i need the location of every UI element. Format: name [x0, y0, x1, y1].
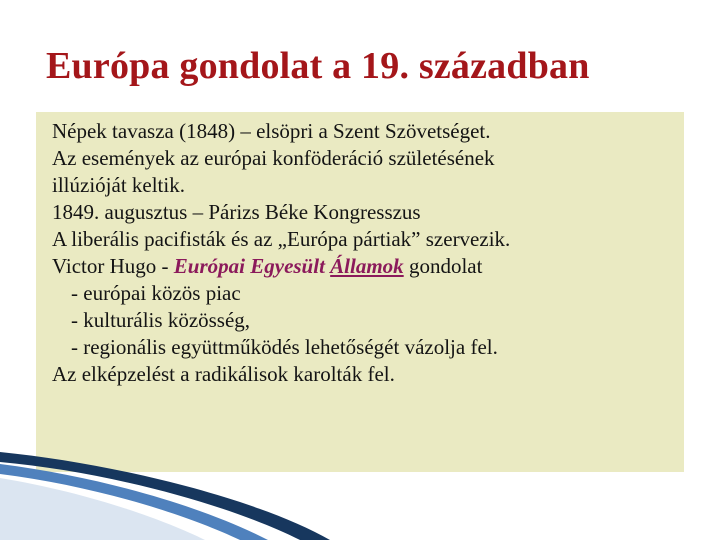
- slide-title: Európa gondolat a 19. században: [46, 45, 590, 87]
- bullet-item: - európai közös piac: [71, 281, 241, 305]
- text-line: illúzióját keltik.: [52, 173, 185, 197]
- hugo-prefix: Victor Hugo -: [52, 254, 174, 278]
- text-line: Az elképzelést a radikálisok karolták fel.: [52, 362, 395, 386]
- hugo-emphasis-underlined: Államok: [330, 254, 404, 278]
- text-line: Népek tavasza (1848) – elsöpri a Szent Szövetséget.: [52, 119, 491, 143]
- bullet-item: - kulturális közösség,: [71, 308, 251, 332]
- hugo-suffix: gondolat: [403, 254, 483, 278]
- text-line: Az események az európai konföderáció születésének: [52, 146, 495, 170]
- bullet-item: - regionális együttműködés lehetőségét vázolja fel.: [71, 335, 498, 359]
- text-line: A liberális pacifisták és az „Európa pártiak” szervezik.: [52, 227, 511, 251]
- text-line: 1849. augusztus – Párizs Béke Kongresszus: [52, 200, 421, 224]
- hugo-emphasis-part1: Európai Egyesült: [173, 254, 331, 278]
